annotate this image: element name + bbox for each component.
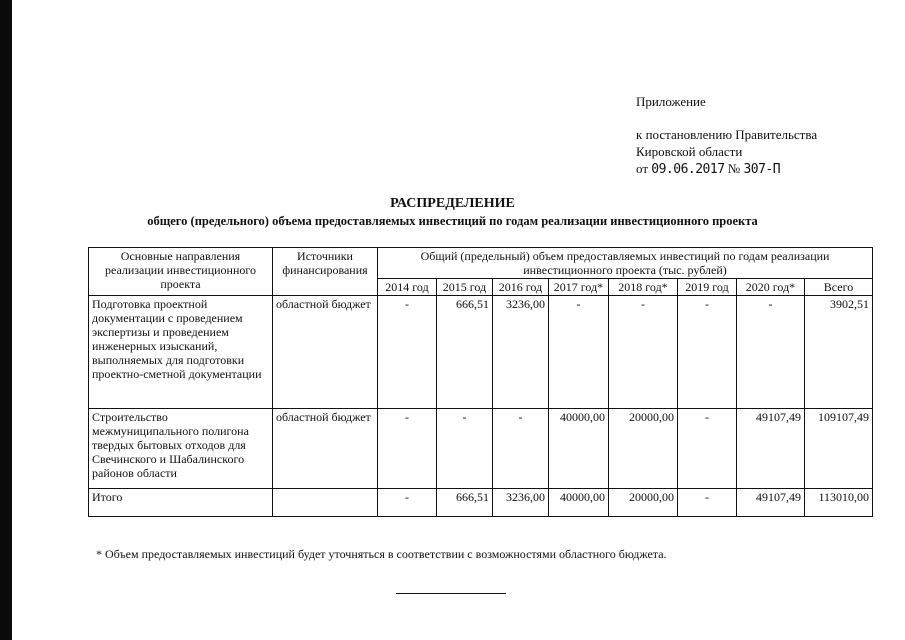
row-source: областной бюджет <box>273 296 378 409</box>
resolution-date-line <box>636 161 780 178</box>
date-prefix: от <box>636 161 649 176</box>
header-year: 2017 год* <box>549 279 609 296</box>
row-value: - <box>493 409 549 489</box>
resolution-label: к постановлению Правительства <box>636 127 818 142</box>
handwritten-date: 09.06.2017 <box>651 162 725 177</box>
scan-edge-bar <box>0 0 12 640</box>
row-value: 3236,00 <box>493 296 549 409</box>
row-source <box>273 489 378 517</box>
footnote: * Объем предоставляемых инвестиций будет уточняться в соответствии с возможностями областного бюджета. <box>96 547 667 561</box>
investment-table <box>88 247 873 517</box>
header-year: 2016 год <box>493 279 549 296</box>
row-direction: Подготовка проектной документации с проведением экспертизы и проведением инженерных изысканий, выполняемых для подготовки проектно-сметной документации <box>89 296 273 409</box>
row-direction: Строительство межмуниципального полигона твердых бытовых отходов для Свечинского и Шабалинского районов области <box>89 409 273 489</box>
row-value: - <box>609 296 678 409</box>
row-value: - <box>678 296 737 409</box>
row-value: - <box>378 296 437 409</box>
row-value: 40000,00 <box>549 409 609 489</box>
header-year: 2019 год <box>678 279 737 296</box>
closing-line <box>396 593 506 594</box>
number-prefix: № <box>727 161 741 176</box>
total-row <box>89 489 873 517</box>
row-source: областной бюджет <box>273 409 378 489</box>
header-total-group: Общий (предельный) объем предоставляемых инвестиций по годам реализации инвестиционного проекта (тыс. рублей) <box>378 248 873 279</box>
row-value: - <box>378 489 437 517</box>
handwritten-number: 307-П <box>743 162 781 177</box>
row-value: - <box>678 489 737 517</box>
table-row <box>89 296 873 409</box>
row-value: 666,51 <box>437 489 493 517</box>
document-title: РАСПРЕДЕЛЕНИЕ <box>390 196 515 211</box>
row-direction: Итого <box>89 489 273 517</box>
document-subtitle: общего (предельного) объема предоставляемых инвестиций по годам реализации инвестиционного проекта <box>147 214 758 228</box>
row-value: - <box>437 409 493 489</box>
row-value: - <box>678 409 737 489</box>
row-value: 113010,00 <box>805 489 873 517</box>
header-total: Всего <box>805 279 873 296</box>
row-value: 49107,49 <box>737 409 805 489</box>
region-label: Кировской области <box>636 144 743 159</box>
row-value: 49107,49 <box>737 489 805 517</box>
table-row <box>89 409 873 489</box>
row-value: 666,51 <box>437 296 493 409</box>
header-row-1 <box>89 248 873 279</box>
row-value: 40000,00 <box>549 489 609 517</box>
row-value: - <box>737 296 805 409</box>
row-value: 3236,00 <box>493 489 549 517</box>
row-value: 20000,00 <box>609 489 678 517</box>
row-value: 20000,00 <box>609 409 678 489</box>
header-directions: Основные направления реализации инвестиционного проекта <box>89 248 273 296</box>
row-value: 3902,51 <box>805 296 873 409</box>
header-year: 2018 год* <box>609 279 678 296</box>
header-sources: Источники финансирования <box>273 248 378 296</box>
header-year: 2020 год* <box>737 279 805 296</box>
header-year: 2014 год <box>378 279 437 296</box>
row-value: 109107,49 <box>805 409 873 489</box>
row-value: - <box>378 409 437 489</box>
row-value: - <box>549 296 609 409</box>
appendix-label: Приложение <box>636 94 706 109</box>
header-year: 2015 год <box>437 279 493 296</box>
